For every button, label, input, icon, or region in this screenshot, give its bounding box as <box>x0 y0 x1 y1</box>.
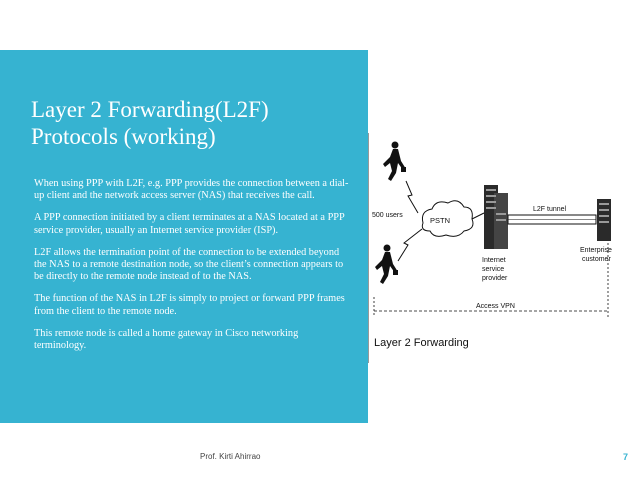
title-line-2: Protocols (working) <box>31 124 216 149</box>
slide-title <box>31 96 361 150</box>
slide-body <box>34 178 352 362</box>
enterprise-server-icon <box>597 199 611 241</box>
enterprise-label-1: Enterprise <box>580 247 612 254</box>
pstn-label: PSTN <box>430 216 451 225</box>
footer-author: Prof. Kirti Ahirrao <box>200 452 261 461</box>
l2f-diagram <box>368 133 638 363</box>
tunnel-label: L2F tunnel <box>533 206 567 213</box>
paragraph-2: A PPP connection initiated by a client terminates at a NAS located at a PPP service provider, usually an Internet service provider (ISP). <box>34 212 345 236</box>
isp-label-3: provider <box>482 275 508 282</box>
isp-server-icon <box>484 185 508 249</box>
paragraph-1: When using PPP with L2F, e.g. PPP provides the connection between a dial-up client and the network access server (NAS) that receives the call. <box>34 178 349 202</box>
paragraph-4: The function of the NAS in L2F is simply to project or forward PPP frames from the client to the remote node. <box>34 293 345 317</box>
page-number: 7 <box>622 452 628 462</box>
users-label: 500 users <box>372 212 403 219</box>
figure-caption: Layer 2 Forwarding <box>374 337 469 349</box>
title-line-1: Layer 2 Forwarding(L2F) <box>31 97 269 122</box>
isp-label-2: service <box>482 266 505 273</box>
isp-label-1: Internet <box>482 257 506 264</box>
enterprise-label-2: customer <box>582 256 611 263</box>
vpn-label: Access VPN <box>476 303 515 310</box>
paragraph-3: L2F allows the termination point of the connection to be extended beyond the NAS to a remote destination node, so the client’s connection appears to be directly to the remote node instead of to the NAS. <box>34 246 344 283</box>
paragraph-5: This remote node is called a home gateway in Cisco networking terminology. <box>34 327 299 352</box>
